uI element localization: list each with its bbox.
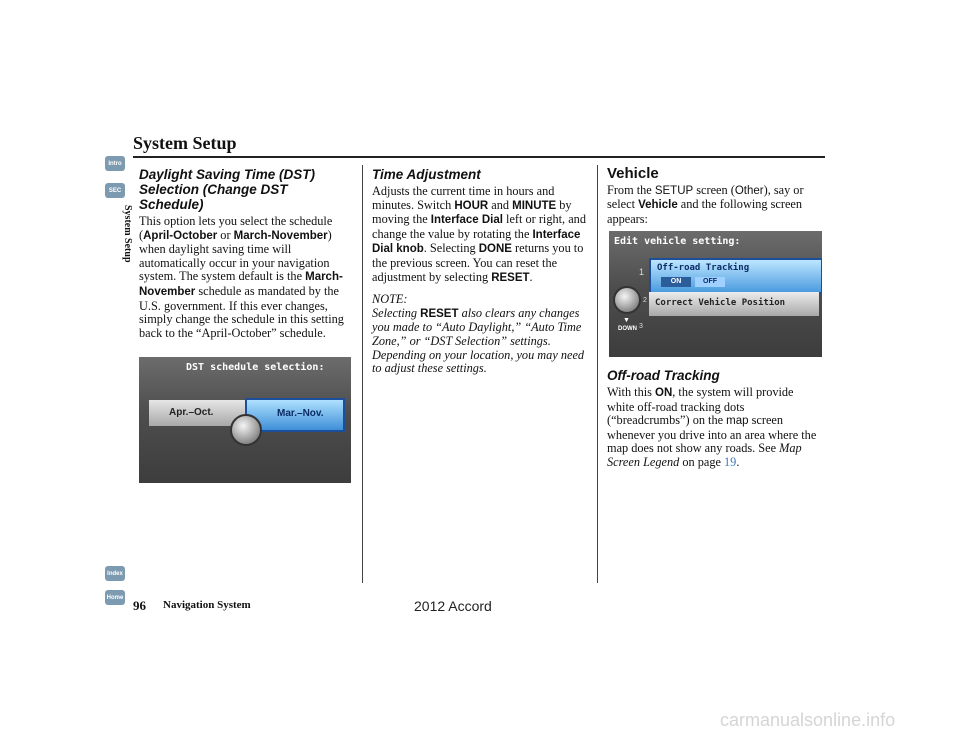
off-toggle[interactable]: OFF <box>695 277 725 287</box>
off-road-section <box>607 368 822 478</box>
time-adjustment-paragraph: Adjusts the current time in hours and minutes. Switch HOUR and MINUTE by moving the Interface Dial left or right, and change the value by rotating the Interface Dial knob. Selecting DONE returns you to the previous screen. You can reset the adjustment by selecting RESET. <box>372 184 586 284</box>
item-number-3: 3 <box>639 323 643 330</box>
footer-model: 2012 Accord <box>414 598 492 614</box>
dst-section <box>139 167 354 348</box>
vehicle-section <box>607 167 822 234</box>
index-button[interactable]: Index <box>105 566 125 581</box>
dst-screen-image <box>139 357 351 483</box>
down-arrow-icon: ▼ <box>623 317 630 324</box>
home-button[interactable]: Home <box>105 590 125 605</box>
note-label: NOTE: <box>372 292 408 307</box>
vehicle-screen-title: Edit vehicle setting: <box>614 236 741 247</box>
down-label: DOWN <box>618 326 637 332</box>
column-divider <box>362 165 363 583</box>
on-toggle[interactable]: ON <box>661 277 691 287</box>
dst-option-mar-nov[interactable]: Mar.–Nov. <box>245 398 345 432</box>
vehicle-paragraph: From the SETUP screen (Other), say or select Vehicle and the following screen appears: <box>607 182 804 226</box>
side-section-tab: System Setup <box>122 205 133 263</box>
interface-dial-icon <box>613 286 641 314</box>
header-rule <box>133 156 825 158</box>
correct-vehicle-position-item[interactable]: Correct Vehicle Position <box>649 292 819 316</box>
page-title: System Setup <box>133 133 237 153</box>
dst-option-apr-oct[interactable]: Apr.–Oct. <box>149 400 249 426</box>
interface-dial-icon <box>230 414 262 446</box>
page-number: 96 <box>133 598 146 613</box>
off-road-tracking-item[interactable]: Off-road Tracking ON OFF <box>649 258 822 294</box>
intro-button[interactable]: Intro <box>105 156 125 171</box>
time-adjustment-section <box>372 167 587 384</box>
note-paragraph: Selecting RESET also clears any changes you made to “Auto Daylight,” “Auto Time Zone,” or “DST Selection” settings. Depending on your location, you may need to adjust these settings. <box>372 305 585 376</box>
vehicle-screen-image <box>609 231 822 357</box>
dst-screen-title: DST schedule selection: <box>186 362 325 373</box>
time-adjustment-heading: Time Adjustment <box>372 167 481 182</box>
item-number-2: 2 <box>643 297 647 304</box>
watermark: carmanualsonline.info <box>720 710 896 730</box>
sec-button[interactable]: SEC <box>105 183 125 198</box>
column-divider <box>597 165 598 583</box>
footer-label: Navigation System <box>163 599 251 611</box>
off-road-heading: Off-road Tracking <box>607 368 720 383</box>
page-19-link[interactable]: 19 <box>724 454 737 469</box>
item-number-1: 1 <box>639 267 645 277</box>
off-road-paragraph: With this ON, the system will provide white off-road tracking dots (“breadcrumbs”) on the map screen whenever you drive into an area where the map does not show any roads. See Map Screen Legend on page 19. <box>607 385 817 469</box>
dst-paragraph: This option lets you select the schedule (April-October or March-November) when daylight saving time will automatically occur in your navigation system. The system default is the March-November schedule as mandated by the U.S. government. If this ever changes, simply change the schedule in this setting back to the “April-October” schedule. <box>139 214 344 340</box>
vehicle-heading: Vehicle <box>607 165 659 182</box>
dst-heading: Daylight Saving Time (DST) Selection (Change DST Schedule) <box>139 167 316 212</box>
